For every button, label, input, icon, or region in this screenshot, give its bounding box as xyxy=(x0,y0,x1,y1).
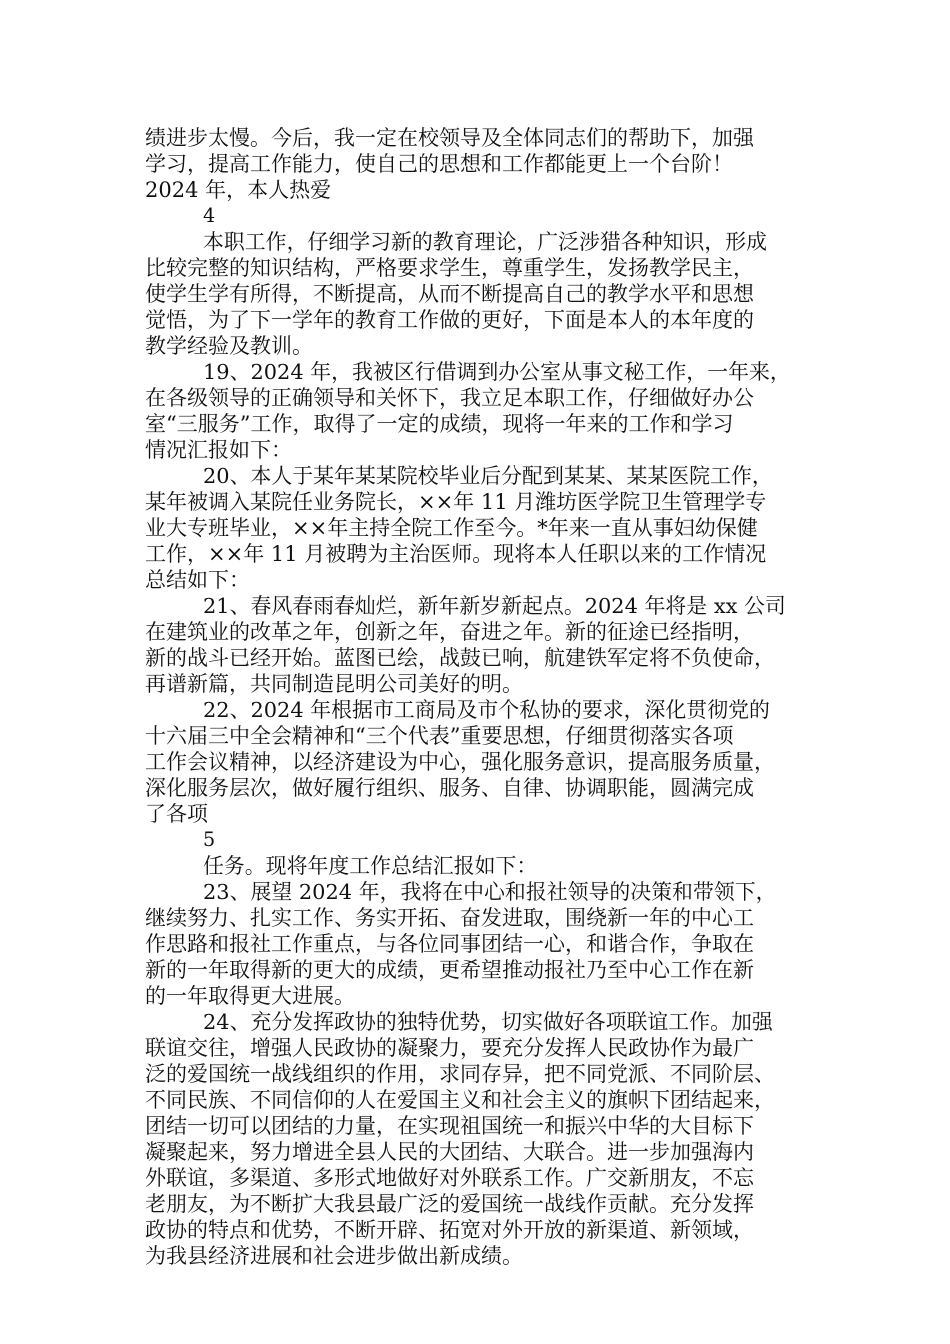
text-line: 不同民族、不同信仰的人在爱国主义和社会主义的旗帜下团结起来， xyxy=(145,1088,775,1112)
text-line: 了各项 xyxy=(145,802,208,826)
text-line: 在建筑业的改革之年，创新之年，奋进之年。新的征途已经指明， xyxy=(145,620,754,644)
text-line: 新的一年取得新的更大的成绩，更希望推动报社乃至中心工作在新 xyxy=(145,958,754,982)
text-line: 新的战斗已经开始。蓝图已绘，战鼓已响，航建铁军定将不负使命， xyxy=(145,646,775,670)
text-line: 学习，提高工作能力，使自己的思想和工作都能更上一个台阶！ xyxy=(145,152,733,176)
page-number: 4 xyxy=(203,204,216,227)
text-line: 21、春风春雨春灿烂，新年新岁新起点。2024 年将是 xx 公司 xyxy=(203,594,786,618)
text-line: 业大专班毕业，××年主持全院工作至今。*年来一直从事妇幼保健 xyxy=(145,516,758,540)
text-line: 本职工作，仔细学习新的教育理论，广泛涉猎各种知识，形成 xyxy=(203,230,768,254)
text-line: 23、展望 2024 年，我将在中心和报社领导的决策和带领下， xyxy=(203,880,777,904)
text-line: 继续努力、扎实工作、务实开拓、奋发进取，围绕新一年的中心工 xyxy=(145,906,754,930)
text-line: 十六届三中全会精神和“三个代表”重要思想，仔细贯彻落实各项 xyxy=(145,724,734,748)
text-line: 泛的爱国统一战线组织的作用，求同存异，把不同党派、不同阶层、 xyxy=(145,1062,775,1086)
text-line: 教学经验及教训。 xyxy=(145,334,313,358)
text-line: 在各级领导的正确领导和关怀下，我立足本职工作，仔细做好办公 xyxy=(145,386,754,410)
text-line: 2024 年，本人热爱 xyxy=(145,178,332,202)
text-line: 团结一切可以团结的力量，在实现祖国统一和振兴中华的大目标下 xyxy=(145,1114,754,1138)
text-line: 凝聚起来，努力增进全县人民的大团结、大联合。进一步加强海内 xyxy=(145,1140,754,1164)
text-line: 22、2024 年根据市工商局及市个私协的要求，深化贯彻党的 xyxy=(203,698,770,722)
text-line: 24、充分发挥政协的独特优势，切实做好各项联谊工作。加强 xyxy=(203,1010,773,1034)
text-line: 政协的特点和优势，不断开辟、拓宽对外开放的新渠道、新领域， xyxy=(145,1218,754,1242)
text-line: 再谱新篇，共同制造昆明公司美好的明。 xyxy=(145,672,523,696)
text-line: 工作会议精神，以经济建设为中心，强化服务意识，提高服务质量， xyxy=(145,750,775,774)
text-line: 绩进步太慢。今后，我一定在校领导及全体同志们的帮助下，加强 xyxy=(145,126,754,150)
text-line: 工作，××年 11 月被聘为主治医师。现将本人任职以来的工作情况 xyxy=(145,542,767,566)
text-line: 觉悟，为了下一学年的教育工作做的更好，下面是本人的本年度的 xyxy=(145,308,754,332)
text-line: 老朋友，为不断扩大我县最广泛的爱国统一战线作贡献。充分发挥 xyxy=(145,1192,754,1216)
text-line: 外联谊，多渠道、多形式地做好对外联系工作。广交新朋友，不忘 xyxy=(145,1166,754,1190)
text-line: 为我县经济进展和社会进步做出新成绩。 xyxy=(145,1244,523,1268)
text-line: 的一年取得更大进展。 xyxy=(145,984,355,1008)
text-line: 任务。现将年度工作总结汇报如下： xyxy=(203,854,538,878)
text-line: 深化服务层次，做好履行组织、服务、自律、协调职能，圆满完成 xyxy=(145,776,754,800)
text-line: 19、2024 年，我被区行借调到办公室从事文秘工作，一年来， xyxy=(203,360,791,384)
text-line: 比较完整的知识结构，严格要求学生，尊重学生，发扬教学民主， xyxy=(145,256,754,280)
text-line: 作思路和报社工作重点，与各位同事团结一心，和谐合作，争取在 xyxy=(145,932,754,956)
page-number: 5 xyxy=(203,828,216,851)
text-line: 20、本人于某年某某院校毕业后分配到某某、某某医院工作， xyxy=(203,464,773,488)
text-line: 使学生学有所得，不断提高，从而不断提高自己的教学水平和思想 xyxy=(145,282,754,306)
text-line: 总结如下： xyxy=(145,568,250,592)
text-line: 室“三服务”工作，取得了一定的成绩，现将一年来的工作和学习 xyxy=(145,412,734,436)
text-line: 情况汇报如下： xyxy=(145,438,292,462)
text-line: 联谊交往，增强人民政协的凝聚力，要充分发挥人民政协作为最广 xyxy=(145,1036,754,1060)
text-line: 某年被调入某院任业务院长，××年 11 月潍坊医学院卫生管理学专 xyxy=(145,490,767,514)
